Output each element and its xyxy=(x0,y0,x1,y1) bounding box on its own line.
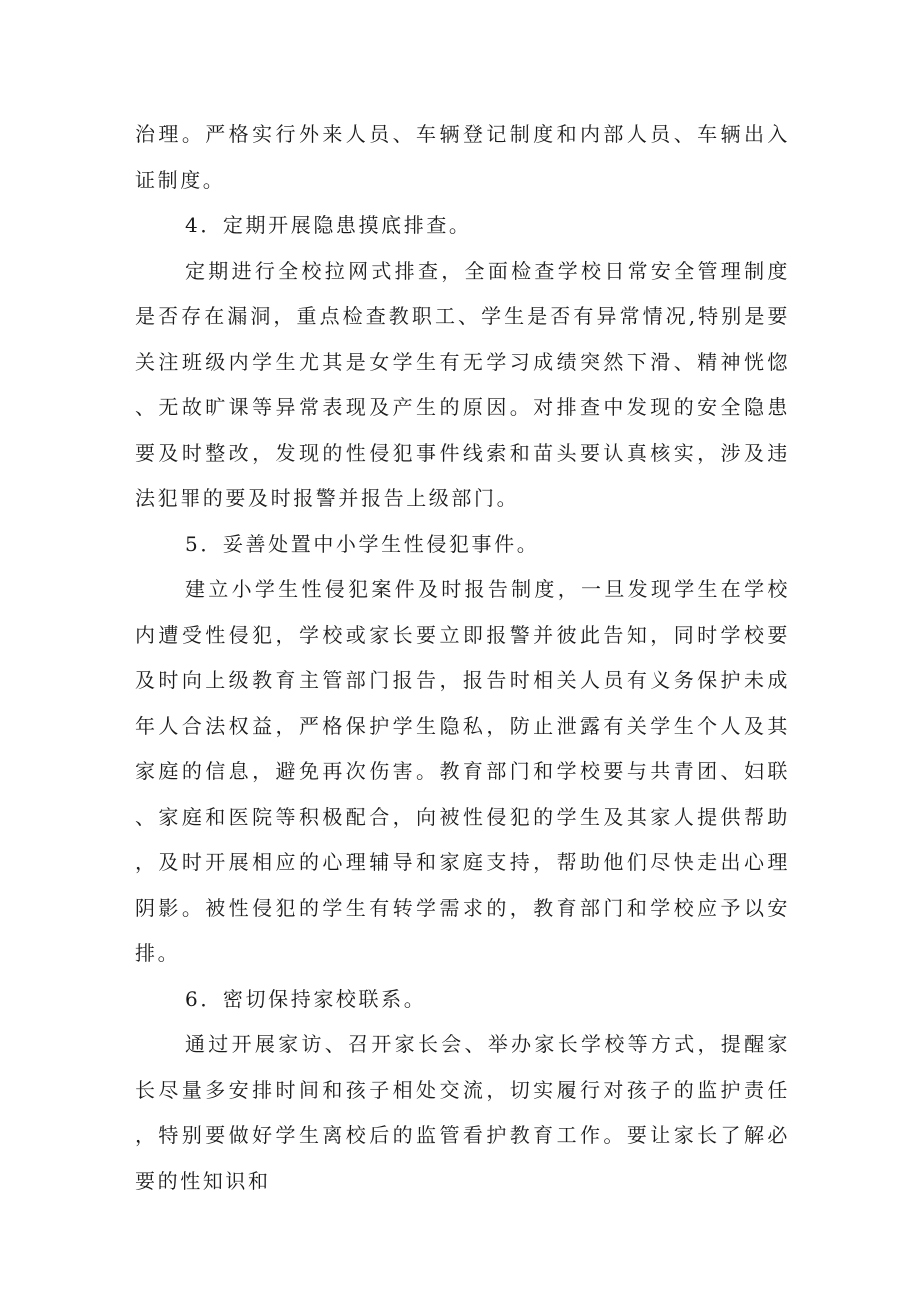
section-heading-5: 5．妥善处置中小学生性侵犯事件。 xyxy=(185,531,540,556)
paragraph-home-school-contact: 通过开展家访、召开家长会、举办家长学校等方式，提醒家长尽量多安排时间和孩子相处交流，切实履行对孩子的监护责任，特别要做好学生离校后的监管看护教育工作。要让家长了解必要的性知识和 xyxy=(135,1032,790,1193)
paragraph-incident-handling: 建立小学生性侵犯案件及时报告制度，一旦发现学生在学校内遭受性侵犯，学校或家长要立即报警并彼此告知，同时学校要及时向上级教育主管部门报告，报告时相关人员有义务保护未成年人合法权益，严格保护学生隐私，防止泄露有关学生个人及其家庭的信息，避免再次伤害。教育部门和学校要与共青团、妇联、家庭和医院等积极配合，向被性侵犯的学生及其家人提供帮助，及时开展相应的心理辅导和家庭支持，帮助他们尽快走出心理阴影。被性侵犯的学生有转学需求的，教育部门和学校应予以安排。 xyxy=(135,577,790,965)
paragraph-hazard-inspection: 定期进行全校拉网式排查，全面检查学校日常安全管理制度是否存在漏洞，重点检查教职工、学生是否有异常情况,特别是要关注班级内学生尤其是女学生有无学习成绩突然下滑、精神恍惚、无故旷课等异常表现及产生的原因。对排查中发现的安全隐患要及时整改，发现的性侵犯事件线索和苗头要认真核实，涉及违法犯罪的要及时报警并报告上级部门。 xyxy=(135,258,790,510)
section-heading-4: 4．定期开展隐患摸底排查。 xyxy=(185,213,472,237)
section-heading-6: 6．密切保持家校联系。 xyxy=(185,986,427,1011)
paragraph-continuation: 治理。严格实行外来人员、车辆登记制度和内部人员、车辆出入证制度。 xyxy=(135,122,790,192)
document-body xyxy=(135,112,790,1204)
